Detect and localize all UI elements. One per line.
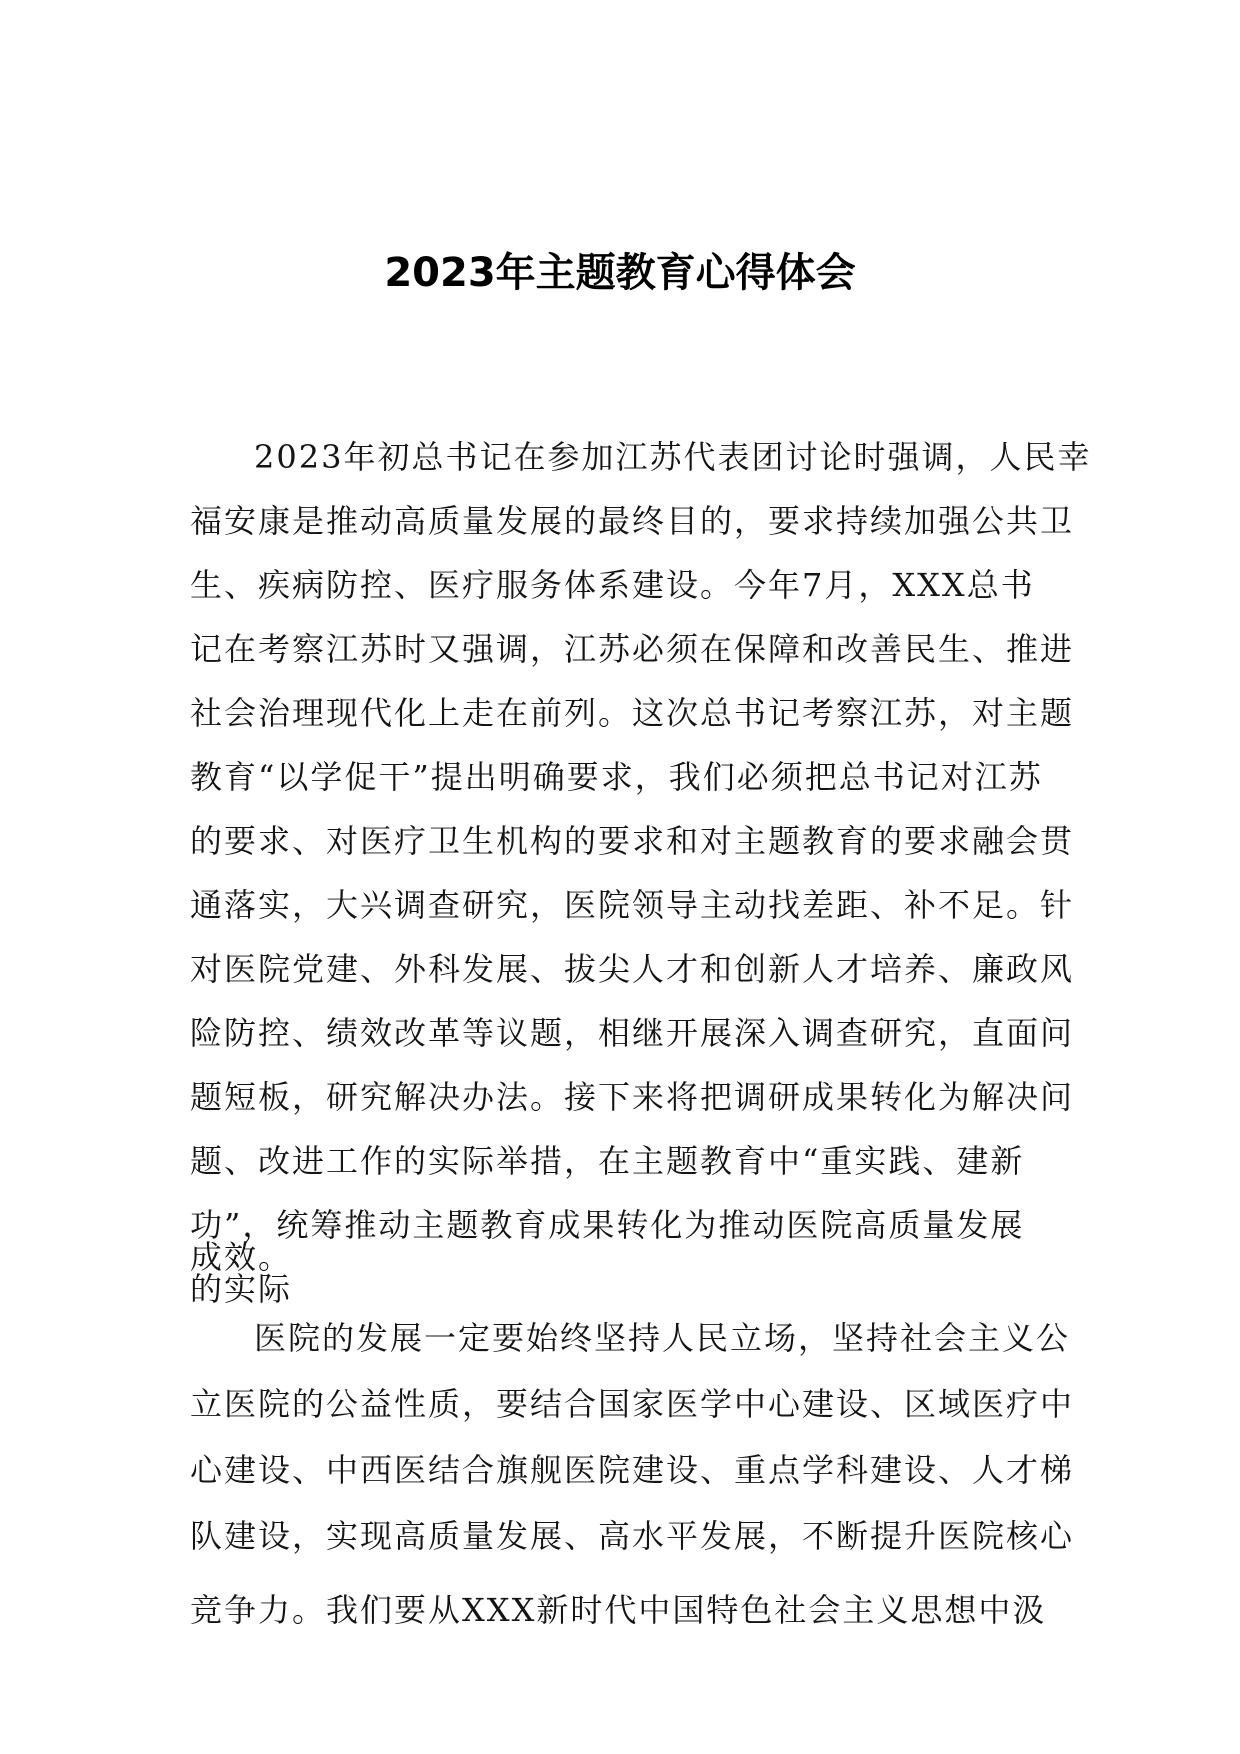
text-line: 医院的发展一定要始终坚持人民立场，坚持社会主义公 (254, 1319, 1071, 1357)
text-line: 题短板，研究解决办法。接下来将把调研成果转化为解决问 (190, 1078, 1075, 1116)
paragraph-2 (190, 1225, 1070, 1289)
paragraph-3 (190, 1305, 1075, 1643)
text-line: 记在考察江苏时又强调，江苏必须在保障和改善民生、推进 (190, 630, 1075, 668)
text-line: 生、疾病防控、医疗服务体系建设。今年7月，XXX总书 (190, 566, 1035, 604)
text-line: 对医院党建、外科发展、拔尖人才和创新人才培养、廉政风 (190, 950, 1075, 988)
text-line: 险防控、绩效改革等议题，相继开展深入调查研究，直面问 (190, 1014, 1075, 1052)
document-title: 2023年主题教育心得体会 (384, 250, 856, 296)
text-line: 立医院的公益性质，要结合国家医学中心建设、区域医疗中 (190, 1385, 1075, 1423)
text-line: 的要求、对医疗卫生机构的要求和对主题教育的要求融会贯 (190, 822, 1075, 860)
text-line: 题、改进工作的实际举措，在主题教育中“重实践、建新 (190, 1142, 1025, 1180)
text-line: 福安康是推动高质量发展的最终目的，要求持续加强公共卫 (190, 502, 1075, 540)
text-line: 社会治理现代化上走在前列。这次总书记考察江苏，对主题 (190, 694, 1075, 732)
text-line: 教育“以学促干”提出明确要求，我们必须把总书记对江苏 (190, 758, 1043, 796)
text-line: 通落实，大兴调查研究，医院领导主动找差距、补不足。针 (190, 886, 1075, 924)
paragraph-1 (190, 425, 1092, 1321)
text-line: 的实际 (190, 1270, 293, 1308)
text-line: 2023年初总书记在参加江苏代表团讨论时强调，人民幸 (254, 438, 1092, 476)
text-line: 心建设、中西医结合旗舰医院建设、重点学科建设、人才梯 (190, 1451, 1075, 1489)
text-line: 队建设，实现高质量发展、高水平发展，不断提升医院核心 (190, 1517, 1075, 1555)
text-line: 成效。 (190, 1238, 293, 1276)
text-line: 竞争力。我们要从XXX新时代中国特色社会主义思想中汲 (190, 1591, 1047, 1629)
text-line: 功”，统筹推动主题教育成果转化为推动医院高质量发展 (190, 1206, 1025, 1244)
